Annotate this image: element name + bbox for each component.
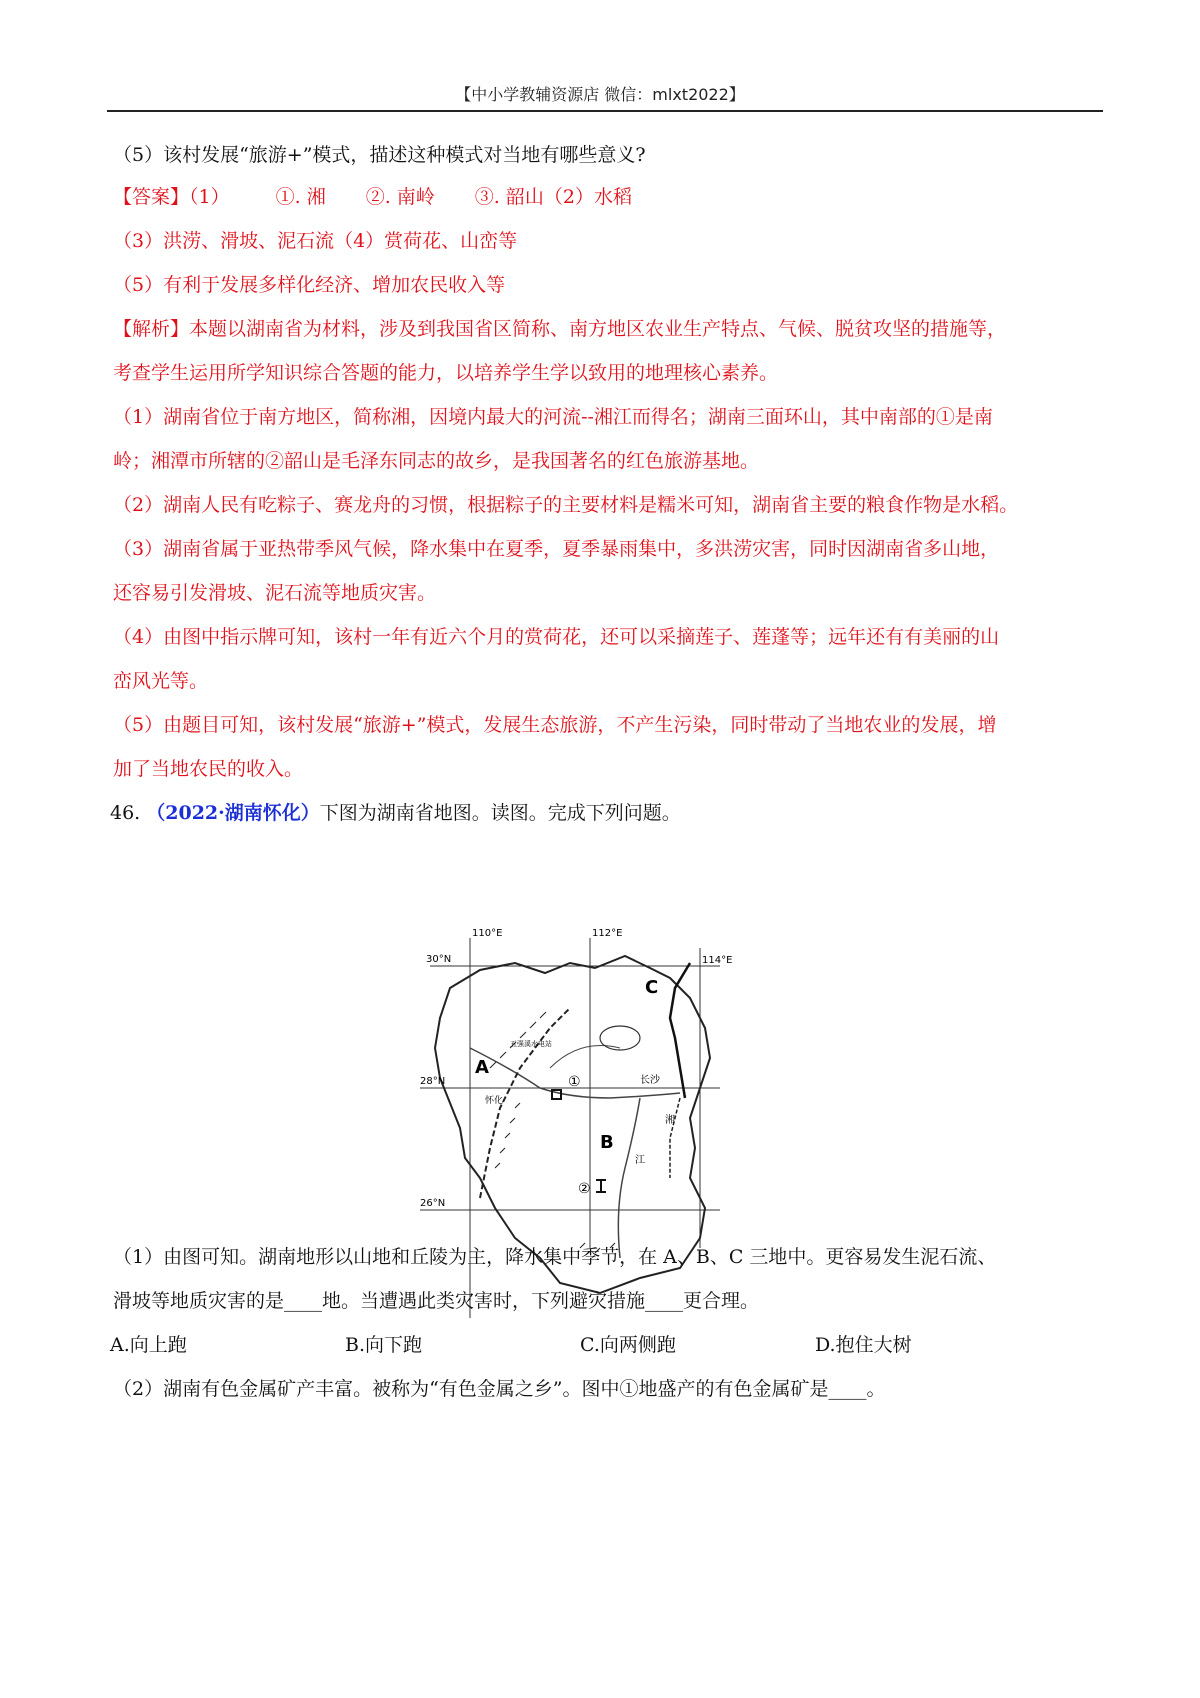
region-label-b: B <box>600 1132 614 1153</box>
analysis-line-3: （1）湖南省位于南方地区，简称湘，因境内最大的河流--湘江而得名；湖南三面环山，其中南部的①是南 <box>113 406 993 428</box>
answer-line-3: （5）有利于发展多样化经济、增加农民收入等 <box>113 274 506 296</box>
lon-label-112: 112°E <box>592 928 623 939</box>
answer-line-2: （3）洪涝、滑坡、泥石流（4）赏荷花、山峦等 <box>113 230 518 252</box>
analysis-line-5: （2）湖南人民有吃粽子、赛龙舟的习惯，根据粽子的主要材料是糯米可知，湖南省主要的粮食作物是水稻。 <box>113 494 1019 516</box>
option-a: A.向上跑 <box>110 1334 187 1356</box>
analysis-line-1: 【解析】本题以湖南省为材料，涉及到我国省区简称、南方地区农业生产特点、气候、脱贫攻坚的措施等， <box>113 318 1007 340</box>
sub-question-1-line-1: （1）由图可知。湖南地形以山地和丘陵为主，降水集中季节，在 A、B、C 三地中。更容易发生泥石流、 <box>113 1246 997 1268</box>
answer-part2: （2）水稻 <box>543 186 632 208</box>
lon-label-114: 114°E <box>702 955 733 966</box>
question-46-stem <box>110 800 681 826</box>
question-stem: 下图为湖南省地图。读图。完成下列问题。 <box>319 802 681 824</box>
label-jiang: 江 <box>635 1155 645 1166</box>
dongting-lake <box>600 1026 640 1050</box>
answer-item-1: ①. 湘 <box>275 186 326 208</box>
answer-item-3: ③. 韶山 <box>474 186 544 208</box>
option-b: B.向下跑 <box>345 1334 423 1356</box>
question-number: 46. <box>110 802 141 824</box>
railway-south <box>670 1098 680 1178</box>
marker-1: ① <box>568 1074 581 1090</box>
page-header: 【中小学教辅资源店 微信：mlxt2022】 <box>455 85 745 104</box>
answer-part1-prefix: （1） <box>189 186 230 208</box>
analysis-label: 【解析】 <box>113 318 190 340</box>
q5-prompt: （5）该村发展“旅游+”模式，描述这种模式对当地有哪些意义? <box>113 144 646 166</box>
river-yuan <box>470 1048 680 1098</box>
question-source: （2022·湖南怀化） <box>146 802 320 824</box>
lat-label-26: 26°N <box>420 1198 446 1209</box>
city-label-huaihua: 怀化 <box>485 1096 504 1106</box>
river-xiang <box>618 1098 640 1258</box>
mountain-range <box>490 1012 615 1253</box>
label-wuqiangxi: 五强溪水电站 <box>510 1040 552 1048</box>
analysis-line-11: 加了当地农民的收入。 <box>113 758 304 780</box>
city-label-changsha: 长沙 <box>640 1075 660 1086</box>
sub-question-2: （2）湖南有色金属矿产丰富。被称为“有色金属之乡”。图中①地盛产的有色金属矿是____。 <box>113 1378 886 1400</box>
answer-item-2: ②. 南岭 <box>365 186 435 208</box>
label-xiang: 湘 <box>665 1115 675 1126</box>
header-rule <box>107 110 1103 112</box>
sub-question-1-line-2: 滑坡等地质灾害的是____地。当遭遇此类灾害时，下列避灾措施____更合理。 <box>113 1290 760 1312</box>
analysis-line-4: 岭；湘潭市所辖的②韶山是毛泽东同志的故乡，是我国著名的红色旅游基地。 <box>113 450 760 472</box>
region-label-c: C <box>645 977 659 998</box>
marker-2: ② <box>578 1181 591 1197</box>
region-label-a: A <box>475 1057 489 1078</box>
lon-label-110: 110°E <box>472 928 503 939</box>
analysis-line-10: （5）由题目可知，该村发展“旅游+”模式，发展生态旅游，不产生污染，同时带动了当地农业的发展，增 <box>113 714 997 736</box>
answer-line-1 <box>113 184 632 210</box>
option-d: D.抱住大树 <box>815 1334 912 1356</box>
analysis-line-9: 峦风光等。 <box>113 670 209 692</box>
answer-label: 【答案】 <box>113 186 190 208</box>
lat-label-28: 28°N <box>420 1076 446 1087</box>
analysis-line-8: （4）由图中指示牌可知，该村一年有近六个月的赏荷花，还可以采摘莲子、莲蓬等；远年还有有美丽的山 <box>113 626 1000 648</box>
analysis-line-2: 考查学生运用所学知识综合答题的能力，以培养学生学以致用的地理核心素养。 <box>113 362 779 384</box>
analysis-line-7: 还容易引发滑坡、泥石流等地质灾害。 <box>113 582 437 604</box>
railway-east <box>670 963 690 1098</box>
mine-symbol <box>596 1180 606 1192</box>
analysis-line-6: （3）湖南省属于亚热带季风气候，降水集中在夏季，夏季暴雨集中，多洪涝灾害，同时因湖南省多山地， <box>113 538 1000 560</box>
option-c: C.向两侧跑 <box>580 1334 676 1356</box>
lat-label-30: 30°N <box>426 954 452 965</box>
